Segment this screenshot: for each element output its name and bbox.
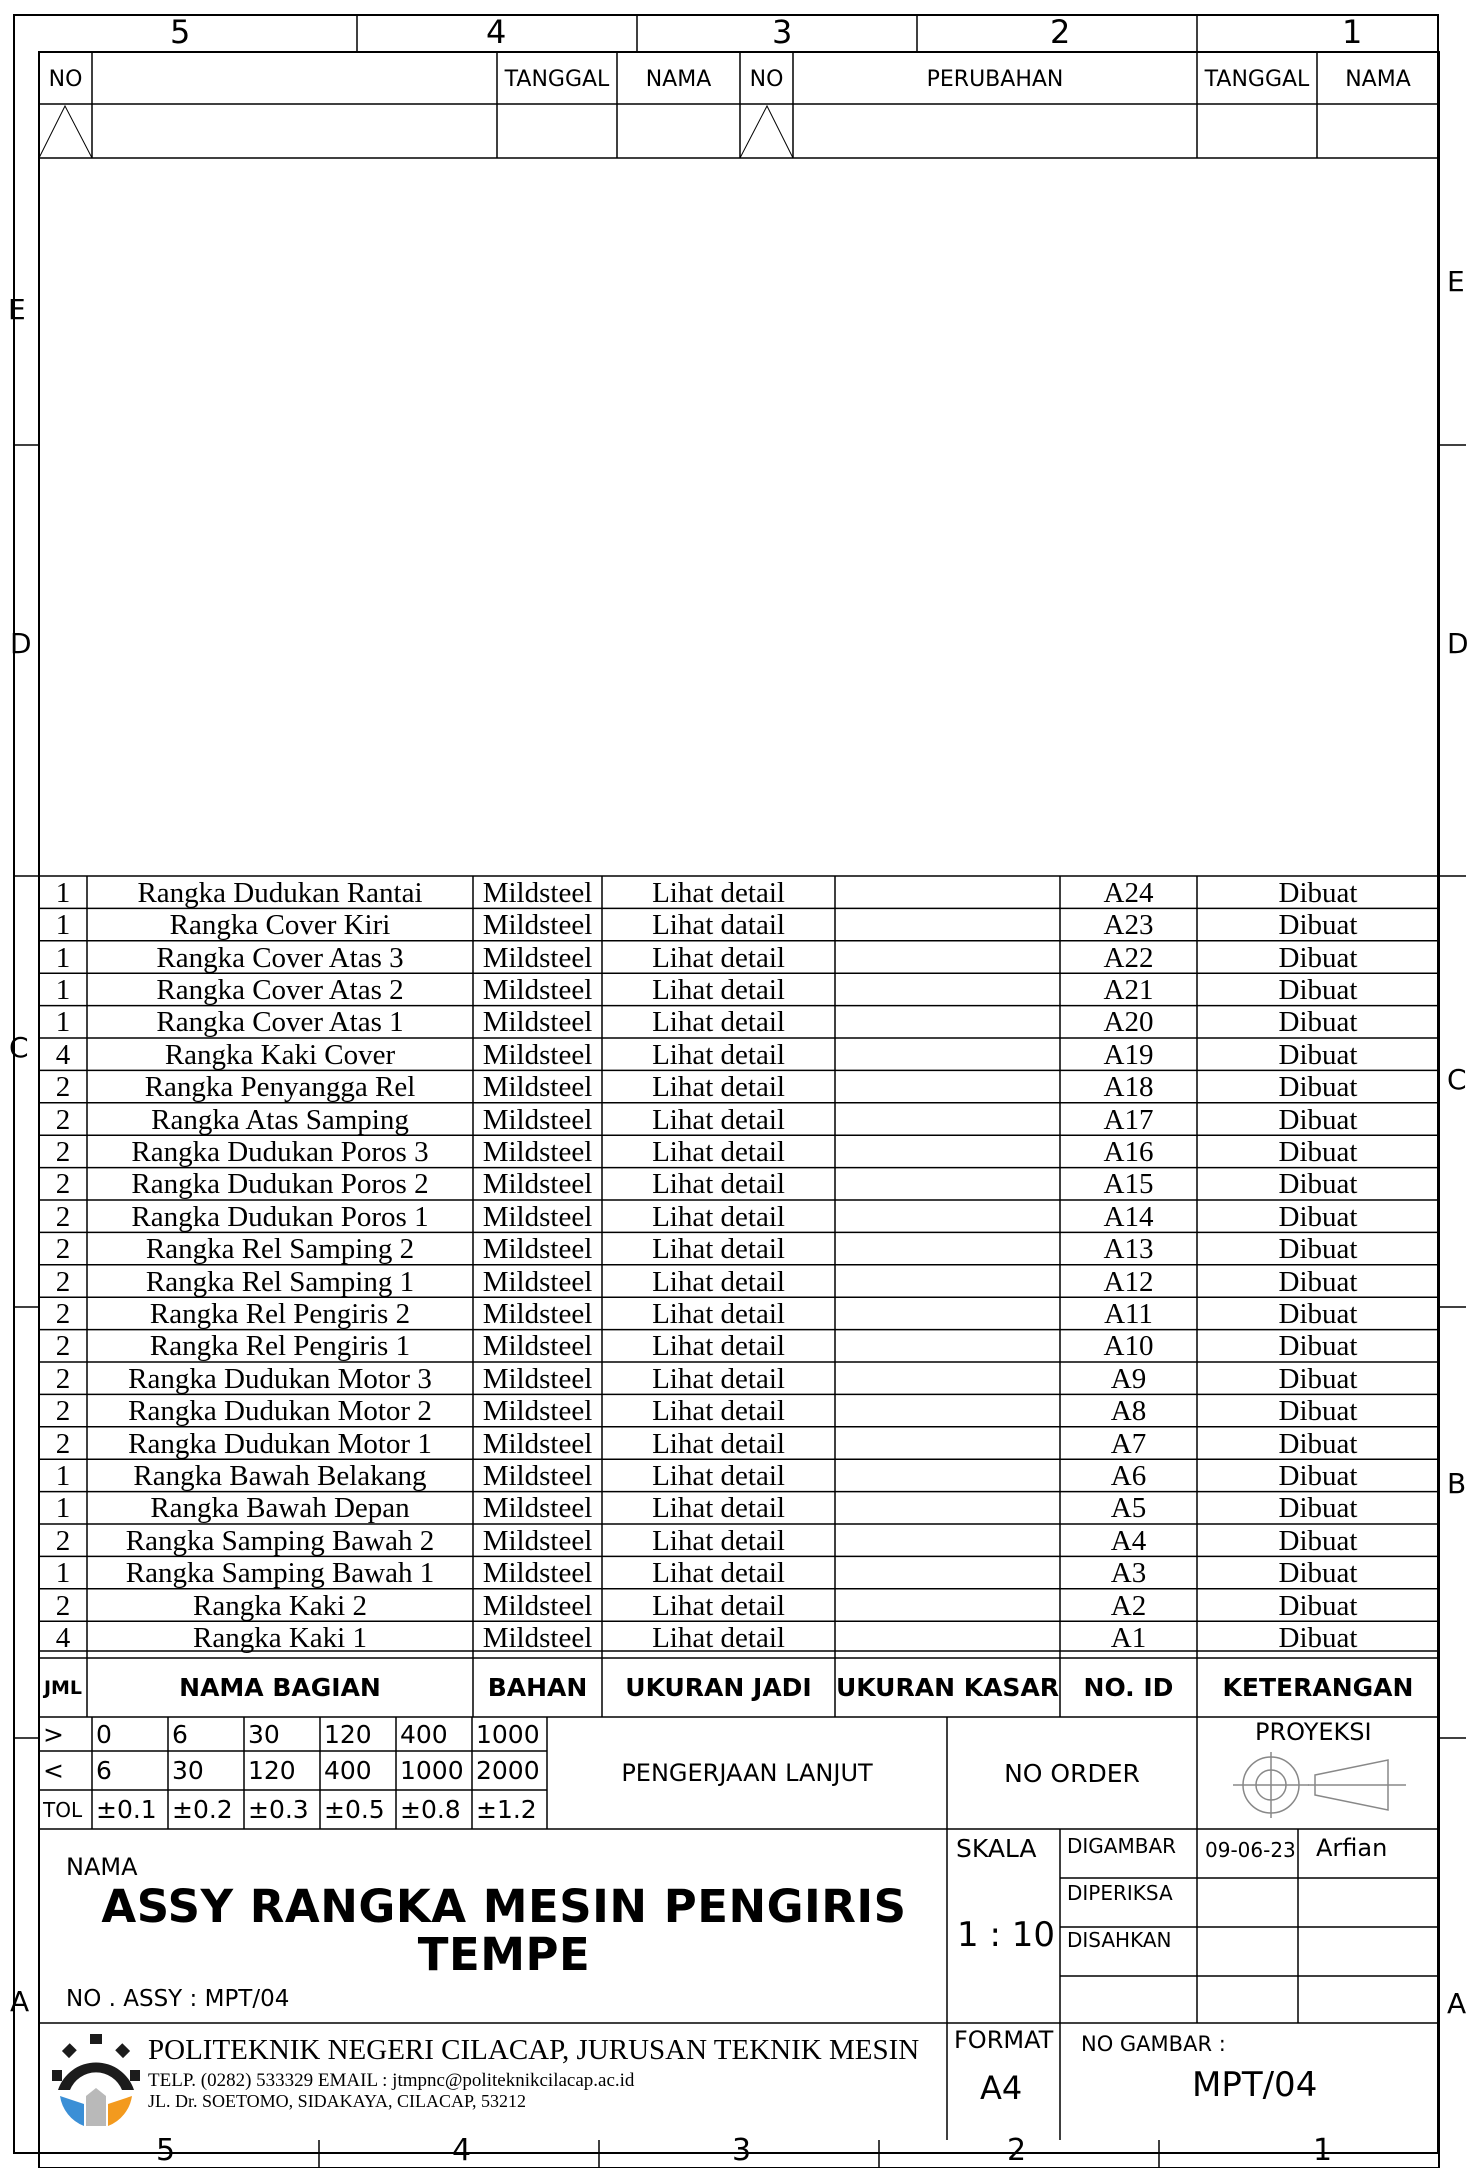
format-label: FORMAT — [954, 2026, 1054, 2054]
part-note: Dibuat — [1278, 1460, 1358, 1492]
part-id: A14 — [1103, 1201, 1154, 1233]
part-material: Mildsteel — [482, 974, 593, 1006]
part-qty: 2 — [55, 1298, 71, 1330]
disahkan-label: DISAHKAN — [1067, 1928, 1172, 1952]
part-size: Lihat detail — [652, 941, 785, 974]
tolerance-gt-cell: 1000 — [476, 1719, 540, 1749]
institution-address: JL. Dr. SOETOMO, SIDAKAYA, CILACAP, 53212 — [148, 2091, 527, 2111]
zone-col-bottom-5: 5 — [156, 2133, 176, 2168]
part-material: Mildsteel — [482, 1525, 593, 1557]
part-name: Rangka Cover Atas 3 — [156, 941, 404, 974]
part-size: Lihat detail — [652, 1136, 785, 1168]
zone-row-left-E: E — [8, 293, 26, 326]
zone-col-top-5: 5 — [170, 13, 191, 51]
part-name: Rangka Rel Samping 1 — [145, 1265, 415, 1298]
part-size: Lihat detail — [652, 1557, 785, 1590]
part-qty: 1 — [55, 974, 71, 1006]
rev-header-no: NO — [48, 66, 83, 92]
part-size: Lihat detail — [652, 1103, 785, 1136]
part-id: A18 — [1103, 1071, 1154, 1104]
part-id: A4 — [1110, 1525, 1147, 1557]
part-note: Dibuat — [1278, 1071, 1358, 1104]
part-qty: 2 — [55, 1168, 71, 1201]
part-id: A20 — [1103, 1006, 1154, 1039]
part-rough-size — [835, 1201, 1060, 1233]
part-size: Lihat detail — [652, 1006, 785, 1039]
part-id: A16 — [1103, 1136, 1154, 1168]
part-qty: 1 — [55, 1492, 71, 1525]
part-material: Mildsteel — [482, 1330, 593, 1363]
part-qty: 1 — [55, 941, 71, 974]
proyeksi-label: PROYEKSI — [1255, 1718, 1372, 1746]
part-material: Mildsteel — [482, 1557, 593, 1590]
part-size: Lihat detail — [652, 1039, 785, 1071]
part-name: Rangka Kaki Cover — [164, 1039, 396, 1071]
part-material: Mildsteel — [482, 877, 593, 909]
part-note: Dibuat — [1278, 1363, 1358, 1395]
part-note: Dibuat — [1278, 1622, 1358, 1654]
part-qty: 1 — [55, 909, 71, 942]
part-id: A13 — [1103, 1233, 1154, 1266]
part-material: Mildsteel — [482, 1071, 593, 1104]
part-name: Rangka Dudukan Poros 1 — [131, 1201, 429, 1233]
part-qty: 2 — [55, 1103, 71, 1136]
parts-header-no-id: NO. ID — [1083, 1673, 1174, 1702]
part-size: Lihat detail — [652, 877, 785, 909]
part-material: Mildsteel — [482, 1395, 593, 1428]
part-material: Mildsteel — [482, 1622, 593, 1654]
tolerance-gt-cell: 400 — [400, 1719, 448, 1749]
part-rough-size — [835, 1525, 1060, 1557]
rev-header-tanggal-2: TANGGAL — [1204, 66, 1310, 92]
part-id: A5 — [1110, 1492, 1147, 1525]
part-note: Dibuat — [1278, 1525, 1358, 1557]
tolerance-tol-cell: TOL — [43, 1797, 83, 1822]
zone-col-top-3: 3 — [772, 13, 793, 51]
part-name: Rangka Cover Kiri — [169, 909, 391, 942]
part-name: Rangka Penyangga Rel — [144, 1071, 416, 1104]
part-note: Dibuat — [1278, 1492, 1358, 1525]
digambar-name: Arfian — [1316, 1834, 1388, 1862]
part-id: A15 — [1103, 1168, 1154, 1201]
part-rough-size — [835, 1233, 1060, 1265]
part-rough-size — [835, 1266, 1060, 1298]
part-rough-size — [835, 1169, 1060, 1201]
zone-row-right-C: C — [1447, 1063, 1467, 1096]
part-rough-size — [835, 1363, 1060, 1395]
part-id: A19 — [1103, 1039, 1154, 1071]
part-rough-size — [835, 974, 1060, 1006]
parts-header-keterangan: KETERANGAN — [1222, 1673, 1414, 1702]
part-id: A7 — [1110, 1427, 1147, 1460]
part-size: Lihat detail — [652, 1168, 785, 1201]
part-rough-size — [835, 1136, 1060, 1168]
pengerjaan-lanjut: PENGERJAAN LANJUT — [621, 1759, 873, 1787]
part-rough-size — [835, 1039, 1060, 1071]
part-note: Dibuat — [1278, 1395, 1358, 1428]
part-qty: 2 — [55, 1233, 71, 1266]
part-size: Lihat detail — [652, 1427, 785, 1460]
tolerance-gt-cell: 0 — [96, 1719, 112, 1749]
part-rough-size — [835, 877, 1060, 909]
part-size: Lihat detail — [652, 1460, 785, 1492]
part-size: Lihat detail — [652, 1492, 785, 1525]
tolerance-gt-cell: 6 — [172, 1719, 188, 1749]
institution-name: POLITEKNIK NEGERI CILACAP, JURUSAN TEKNIK MESIN — [148, 2034, 920, 2066]
format-value: A4 — [980, 2069, 1023, 2107]
part-size: Lihat detail — [652, 974, 785, 1006]
part-id: A21 — [1103, 974, 1154, 1006]
part-size: Lihat datail — [652, 909, 785, 942]
part-rough-size — [835, 1104, 1060, 1136]
part-material: Mildsteel — [482, 909, 593, 942]
part-name: Rangka Bawah Depan — [150, 1492, 410, 1525]
part-name: Rangka Atas Samping — [151, 1103, 409, 1136]
tolerance-tol-cell: ±0.8 — [400, 1795, 461, 1824]
part-id: A8 — [1110, 1395, 1147, 1428]
zone-row-left-D: D — [10, 627, 32, 660]
part-name: Rangka Samping Bawah 2 — [125, 1525, 435, 1557]
tolerance-tol-cell: ±1.2 — [476, 1795, 537, 1824]
zone-row-right-E: E — [1447, 265, 1465, 298]
no-order: NO ORDER — [1004, 1758, 1140, 1788]
skala-label: SKALA — [956, 1834, 1037, 1863]
part-material: Mildsteel — [482, 1589, 593, 1622]
part-size: Lihat detail — [652, 1622, 785, 1654]
part-rough-size — [835, 909, 1060, 941]
tolerance-lt-cell: 6 — [96, 1756, 112, 1785]
part-size: Lihat detail — [652, 1395, 785, 1428]
part-id: A9 — [1110, 1363, 1147, 1395]
part-rough-size — [835, 1428, 1060, 1460]
parts-header-nama-bagian: NAMA BAGIAN — [179, 1673, 381, 1702]
part-rough-size — [835, 1298, 1060, 1330]
zone-col-bottom-4: 4 — [452, 2133, 472, 2168]
part-material: Mildsteel — [482, 1363, 593, 1395]
part-rough-size — [835, 1622, 1060, 1654]
part-rough-size — [835, 1460, 1060, 1492]
zone-col-bottom-3: 3 — [732, 2133, 752, 2168]
part-id: A6 — [1110, 1460, 1147, 1492]
part-material: Mildsteel — [482, 1427, 593, 1460]
part-id: A12 — [1103, 1265, 1154, 1298]
part-size: Lihat detail — [652, 1363, 785, 1395]
part-size: Lihat detail — [652, 1071, 785, 1104]
tolerance-tol-cell: ±0.1 — [96, 1795, 157, 1824]
part-name: Rangka Cover Atas 2 — [156, 974, 404, 1006]
rev-header-tanggal: TANGGAL — [504, 66, 610, 92]
part-material: Mildsteel — [482, 1492, 593, 1525]
zone-row-right-B: B — [1447, 1467, 1467, 1500]
part-id: A3 — [1110, 1557, 1147, 1590]
part-qty: 1 — [55, 1006, 71, 1039]
zone-row-right-D: D — [1447, 627, 1469, 660]
part-qty: 2 — [55, 1395, 71, 1428]
part-size: Lihat detail — [652, 1330, 785, 1363]
zone-row-right-A: A — [1447, 1987, 1467, 2020]
part-qty: 2 — [55, 1525, 71, 1557]
part-name: Rangka Bawah Belakang — [133, 1460, 427, 1492]
tolerance-gt-cell: 30 — [248, 1719, 280, 1749]
part-rough-size — [835, 1071, 1060, 1103]
part-id: A22 — [1103, 941, 1154, 974]
digambar-date: 09-06-23 — [1205, 1838, 1296, 1862]
part-note: Dibuat — [1278, 1265, 1358, 1298]
part-material: Mildsteel — [482, 1233, 593, 1266]
part-material: Mildsteel — [482, 1265, 593, 1298]
parts-header-jml: JML — [43, 1676, 83, 1699]
part-material: Mildsteel — [482, 941, 593, 974]
tolerance-gt-cell: 120 — [324, 1719, 372, 1749]
assy-number: NO . ASSY : MPT/04 — [66, 1986, 290, 2012]
part-size: Lihat detail — [652, 1589, 785, 1622]
part-name: Rangka Dudukan Motor 2 — [128, 1395, 432, 1428]
part-note: Dibuat — [1278, 1233, 1358, 1266]
part-note: Dibuat — [1278, 974, 1358, 1006]
part-size: Lihat detail — [652, 1265, 785, 1298]
tolerance-tol-cell: ±0.2 — [172, 1795, 233, 1824]
part-note: Dibuat — [1278, 1103, 1358, 1136]
zone-col-bottom-2: 2 — [1007, 2133, 1027, 2168]
tolerance-lt-cell: 30 — [172, 1756, 204, 1785]
tolerance-gt-cell: > — [43, 1719, 64, 1749]
part-qty: 2 — [55, 1201, 71, 1233]
part-qty: 1 — [55, 1460, 71, 1492]
part-material: Mildsteel — [482, 1103, 593, 1136]
part-qty: 2 — [55, 1363, 71, 1395]
tolerance-lt-cell: 400 — [324, 1756, 372, 1785]
part-id: A10 — [1103, 1330, 1154, 1363]
drawing-title-line2: TEMPE — [417, 1928, 591, 1980]
part-name: Rangka Rel Pengiris 2 — [149, 1298, 411, 1330]
part-material: Mildsteel — [482, 1298, 593, 1330]
part-name: Rangka Cover Atas 1 — [156, 1006, 404, 1039]
part-id: A23 — [1103, 909, 1154, 942]
part-qty: 1 — [55, 877, 71, 909]
part-note: Dibuat — [1278, 1136, 1358, 1168]
part-id: A11 — [1104, 1298, 1153, 1330]
tolerance-lt-cell: 120 — [248, 1756, 296, 1785]
part-note: Dibuat — [1278, 1557, 1358, 1590]
rev-header-nama: NAMA — [645, 66, 712, 92]
no-gambar-label: NO GAMBAR : — [1081, 2032, 1226, 2056]
part-qty: 2 — [55, 1071, 71, 1104]
part-size: Lihat detail — [652, 1201, 785, 1233]
part-name: Rangka Dudukan Motor 1 — [128, 1427, 432, 1460]
part-name: Rangka Rel Pengiris 1 — [149, 1330, 411, 1363]
part-qty: 2 — [55, 1136, 71, 1168]
part-size: Lihat detail — [652, 1525, 785, 1557]
politeknik-logo-icon — [48, 2030, 144, 2130]
part-name: Rangka Kaki 1 — [193, 1622, 367, 1654]
projection-symbol-icon — [1228, 1752, 1408, 1818]
part-note: Dibuat — [1278, 1298, 1358, 1330]
parts-header-bahan: BAHAN — [487, 1673, 588, 1702]
part-qty: 1 — [55, 1557, 71, 1590]
part-note: Dibuat — [1278, 1168, 1358, 1201]
part-qty: 2 — [55, 1330, 71, 1363]
rev-header-nama-2: NAMA — [1345, 66, 1411, 92]
part-note: Dibuat — [1278, 1427, 1358, 1460]
part-rough-size — [835, 1590, 1060, 1622]
skala-value: 1 : 10 — [957, 1915, 1055, 1955]
part-note: Dibuat — [1278, 909, 1358, 942]
part-material: Mildsteel — [482, 1039, 593, 1071]
zone-col-top-4: 4 — [486, 13, 507, 51]
part-rough-size — [835, 1007, 1060, 1039]
part-note: Dibuat — [1278, 941, 1358, 974]
zone-col-top-2: 2 — [1050, 13, 1071, 51]
part-note: Dibuat — [1278, 1201, 1358, 1233]
part-name: Rangka Dudukan Rantai — [137, 877, 423, 909]
part-qty: 2 — [55, 1427, 71, 1460]
part-rough-size — [835, 1557, 1060, 1589]
part-note: Dibuat — [1278, 1006, 1358, 1039]
part-material: Mildsteel — [482, 1201, 593, 1233]
institution-contact: TELP. (0282) 533329 EMAIL : jtmpnc@politeknikcilacap.ac.id — [148, 2070, 635, 2091]
part-rough-size — [835, 942, 1060, 974]
tolerance-lt-cell: 2000 — [476, 1756, 540, 1785]
no-gambar-value: MPT/04 — [1192, 2065, 1318, 2105]
part-size: Lihat detail — [652, 1233, 785, 1266]
rev-header-perubahan: PERUBAHAN — [926, 66, 1064, 92]
part-note: Dibuat — [1278, 1330, 1358, 1363]
parts-header-ukuran-jadi: UKURAN JADI — [625, 1673, 812, 1702]
part-note: Dibuat — [1278, 1589, 1358, 1622]
digambar-label: DIGAMBAR — [1067, 1834, 1177, 1858]
part-name: Rangka Rel Samping 2 — [145, 1233, 415, 1266]
tolerance-lt-cell: < — [43, 1756, 64, 1785]
zone-col-top-1: 1 — [1342, 13, 1363, 51]
part-name: Rangka Dudukan Poros 3 — [131, 1136, 429, 1168]
part-note: Dibuat — [1278, 877, 1358, 909]
rev-header-no-2: NO — [749, 66, 784, 92]
part-size: Lihat detail — [652, 1298, 785, 1330]
nama-label: NAMA — [66, 1853, 138, 1881]
part-material: Mildsteel — [482, 1460, 593, 1492]
zone-col-bottom-1: 1 — [1313, 2133, 1333, 2168]
part-id: A24 — [1103, 877, 1154, 909]
zone-row-left-A: A — [10, 1985, 30, 2018]
tolerance-tol-cell: ±0.5 — [324, 1795, 385, 1824]
tolerance-tol-cell: ±0.3 — [248, 1795, 309, 1824]
parts-header-ukuran-kasar: UKURAN KASAR — [835, 1673, 1060, 1702]
part-rough-size — [835, 1395, 1060, 1427]
part-qty: 2 — [55, 1589, 71, 1622]
part-name: Rangka Samping Bawah 1 — [125, 1557, 435, 1590]
part-id: A17 — [1103, 1103, 1154, 1136]
part-name: Rangka Dudukan Poros 2 — [131, 1168, 429, 1201]
diperiksa-label: DIPERIKSA — [1067, 1881, 1173, 1905]
zone-row-left-C: C — [9, 1031, 29, 1064]
part-material: Mildsteel — [482, 1136, 593, 1168]
tolerance-lt-cell: 1000 — [400, 1756, 464, 1785]
part-material: Mildsteel — [482, 1168, 593, 1201]
part-name: Rangka Dudukan Motor 3 — [128, 1363, 432, 1395]
drawing-title-line1: ASSY RANGKA MESIN PENGIRIS — [101, 1880, 907, 1932]
part-name: Rangka Kaki 2 — [193, 1589, 367, 1622]
part-qty: 2 — [55, 1265, 71, 1298]
part-qty: 4 — [55, 1622, 71, 1654]
part-id: A2 — [1110, 1589, 1147, 1622]
part-qty: 4 — [55, 1039, 71, 1071]
part-rough-size — [835, 1493, 1060, 1525]
part-rough-size — [835, 1331, 1060, 1363]
part-material: Mildsteel — [482, 1006, 593, 1039]
part-id: A1 — [1110, 1622, 1147, 1654]
part-note: Dibuat — [1278, 1039, 1358, 1071]
